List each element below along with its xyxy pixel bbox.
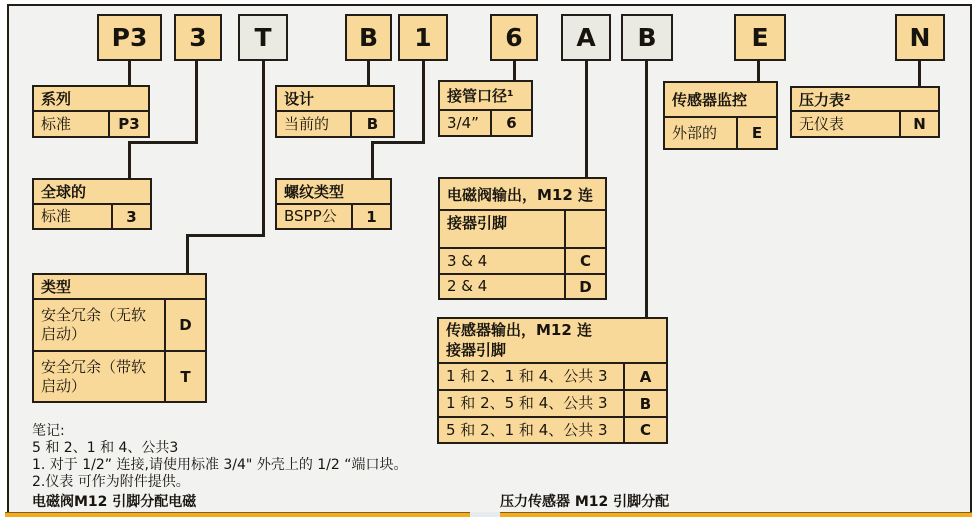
table-row (34, 205, 150, 228)
connector-design (367, 61, 370, 85)
header-line-1: 传感器输出，M12 连 (446, 321, 593, 339)
notes-line-3: 2.仪表 可作为附件提供。 (32, 474, 190, 490)
row-value: T (164, 352, 205, 401)
solenoid-pin-assignment-label: 电磁阀M12 引脚分配电磁 (32, 494, 197, 510)
row-value: B (350, 112, 393, 136)
connector-type-across (186, 234, 265, 237)
table-row (440, 275, 605, 298)
row-value: E (736, 118, 776, 148)
row-label: 1 和 2、5 和 4、公共 3 (446, 394, 608, 413)
thread-type-table-header: 螺纹类型 (277, 180, 390, 205)
connector-type-down (262, 61, 265, 237)
code-box-port-size: 6 (490, 14, 538, 61)
notes-line-1: 5 和 2、1 和 4、公共3 (32, 440, 179, 456)
table-row (440, 111, 531, 135)
code-box-solenoid-output: A (561, 14, 611, 61)
thread-type-table (275, 178, 392, 230)
table-row (277, 112, 393, 136)
connector-pressure-gauge (918, 61, 921, 86)
type-table (32, 273, 207, 403)
code-box-design: B (345, 14, 392, 61)
row-label: BSPP公 (284, 207, 337, 226)
table-row (792, 112, 938, 136)
row-value: N (899, 112, 938, 136)
row-value: 6 (490, 111, 531, 135)
row-value: D (164, 300, 205, 350)
notes-line-2: 1. 对于 1/2” 连接,请使用标准 3/4" 外壳上的 1/2 “端口块。 (32, 457, 408, 473)
row-label: 2 & 4 (447, 277, 488, 296)
global-table-header: 全球的 (34, 180, 150, 205)
notes-title: 笔记: (32, 423, 65, 439)
code-box-series: P3 (97, 14, 162, 61)
code-box-sensor-monitoring: E (734, 14, 786, 61)
row-value: D (564, 275, 605, 298)
port-size-table-header: 接管口径¹ (440, 82, 531, 111)
code-box-global: 3 (174, 14, 222, 61)
series-table (32, 85, 150, 138)
connector-sensor-monitoring (757, 61, 760, 81)
row-label: 当前的 (284, 114, 330, 133)
table-row (439, 391, 666, 418)
row-label: 标准 (41, 207, 72, 226)
connector-thread-down (422, 61, 425, 144)
table-row (277, 205, 390, 228)
sensor-output-table (437, 317, 668, 444)
sensor-monitoring-table-header: 传感器监控 (665, 83, 776, 118)
sensor-monitoring-table (663, 81, 778, 150)
connector-global-across (128, 141, 198, 144)
row-label: 1 和 2、1 和 4、公共 3 (446, 367, 608, 386)
header-line-2: 接器引脚 (446, 340, 507, 359)
connector-global-into (128, 141, 131, 178)
table-row (439, 418, 666, 442)
code-box-sensor-output: B (621, 14, 673, 61)
row-value: A (623, 364, 666, 389)
row-label: 5 和 2、1 和 4、公共 3 (446, 420, 608, 439)
connector-sensor-output (645, 61, 648, 318)
solenoid-output-table-header: 电磁阀输出，M12 连 (440, 179, 605, 211)
solenoid-output-header-row2 (440, 211, 605, 249)
row-label: 标准 (41, 114, 72, 133)
row-label: 3/4” (447, 113, 479, 132)
row-label: 接器引脚 (447, 214, 508, 232)
series-table-header: 系列 (34, 87, 148, 112)
row-label: 外部的 (672, 123, 718, 142)
pressure-sensor-pin-assignment-label: 压力传感器 M12 引脚分配 (500, 494, 670, 510)
row-value: C (564, 249, 605, 273)
code-box-type: T (238, 14, 288, 61)
bottom-accent-bar-gap (470, 512, 500, 517)
table-row (439, 364, 666, 391)
sensor-output-table-header (439, 319, 666, 364)
type-table-header: 类型 (34, 275, 205, 300)
port-size-table (438, 80, 533, 137)
row-value: C (623, 418, 666, 442)
row-value: 1 (351, 205, 390, 228)
design-table (275, 85, 395, 138)
table-row (34, 352, 205, 401)
global-table (32, 178, 152, 230)
row-value-empty (564, 211, 605, 247)
row-label: 无仪表 (799, 114, 845, 133)
connector-series (128, 61, 131, 85)
row-value: P3 (108, 112, 148, 136)
code-box-thread: 1 (398, 14, 448, 61)
design-table-header: 设计 (277, 87, 393, 112)
row-label: 3 & 4 (447, 251, 488, 270)
row-label: 安全冗余（带软启动） (41, 357, 147, 395)
connector-thread-across (371, 141, 425, 144)
solenoid-output-table (438, 177, 607, 300)
row-label: 安全冗余（无软启动） (41, 306, 147, 343)
table-row (34, 300, 205, 352)
connector-port-size (513, 61, 516, 80)
connector-solenoid-output (585, 61, 588, 177)
connector-type-into (186, 234, 189, 273)
pressure-gauge-table-header: 压力表² (792, 88, 938, 112)
table-row (440, 249, 605, 275)
connector-global-down (195, 61, 198, 144)
code-box-pressure-gauge: N (895, 14, 945, 61)
connector-thread-into (371, 141, 374, 178)
pressure-gauge-table (790, 86, 940, 138)
table-row (665, 118, 776, 148)
table-row (34, 112, 148, 136)
row-value: 3 (111, 205, 150, 228)
row-value: B (623, 391, 666, 416)
